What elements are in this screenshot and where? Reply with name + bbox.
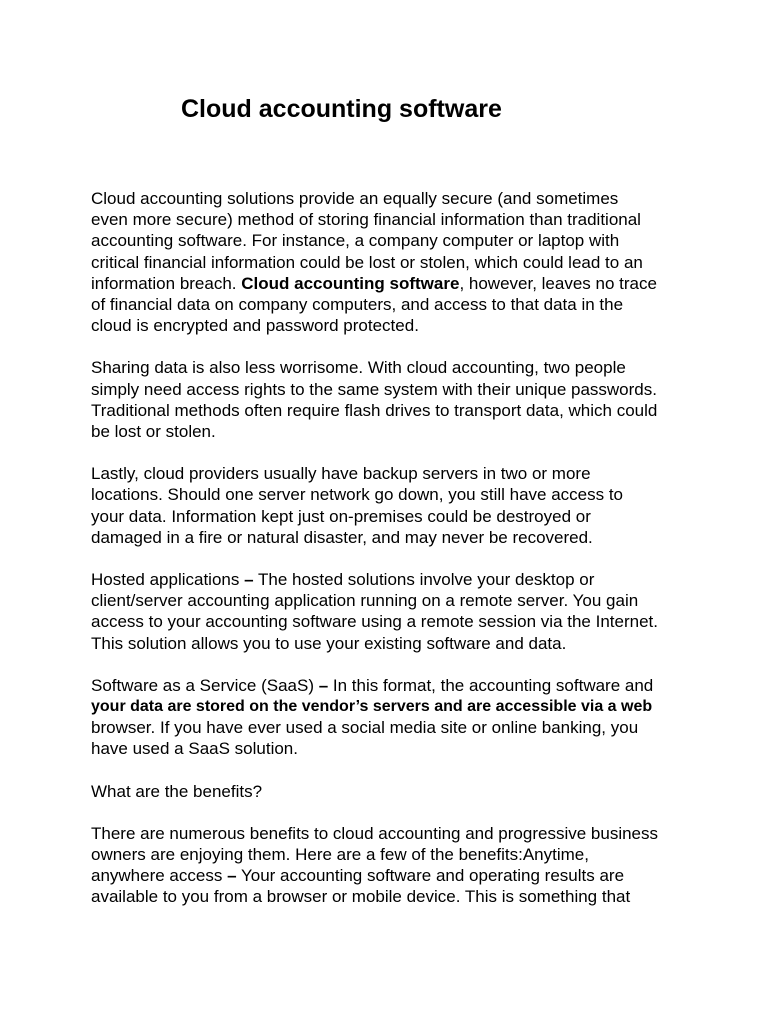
document-body — [91, 188, 691, 929]
text-line — [91, 273, 691, 294]
dash-separator: – — [318, 675, 329, 695]
text-line: client/server accounting application running on a remote server. You gain — [91, 591, 639, 611]
text-line — [91, 675, 691, 696]
text-line: This solution allows you to use your existing software and data. — [91, 633, 567, 653]
text-line: simply need access rights to the same system with their unique passwords. — [91, 379, 657, 399]
text-line: accounting software. For instance, a company computer or laptop with — [91, 231, 620, 251]
text-line: of financial data on company computers, and access to that data in the — [91, 295, 624, 315]
text-run: information breach. — [91, 273, 242, 293]
text-line: critical financial information could be lost or stolen, which could lead to an — [91, 252, 643, 272]
bold-keyword: Cloud accounting software — [241, 273, 460, 293]
text-line: Traditional methods often require flash drives to transport data, which could — [91, 400, 658, 420]
text-run: Hosted applications — [91, 570, 245, 590]
text-run: Your accounting software and operating results are — [236, 866, 625, 886]
paragraph-benefits-question — [91, 781, 691, 802]
text-line: your data. Information kept just on-premises could be destroyed or — [91, 506, 591, 526]
paragraph-security — [91, 188, 691, 336]
paragraph-sharing — [91, 357, 691, 442]
text-run: In this format, the accounting software and — [328, 675, 654, 695]
text-line — [91, 569, 691, 590]
text-line: cloud is encrypted and password protected. — [91, 316, 419, 336]
text-line: damaged in a fire or natural disaster, and may never be recovered. — [91, 527, 593, 547]
text-line — [91, 865, 691, 886]
text-run: anywhere access — [91, 866, 228, 886]
text-line: locations. Should one server network go down, you still have access to — [91, 485, 624, 505]
paragraph-backup — [91, 463, 691, 548]
text-line: There are numerous benefits to cloud accounting and progressive business — [91, 823, 659, 843]
paragraph-hosted-applications — [91, 569, 691, 654]
text-line-bold: your data are stored on the vendor’s servers and are accessible via a web — [91, 698, 653, 716]
text-line: owners are enjoying them. Here are a few of the benefits:Anytime, — [91, 845, 589, 865]
text-line: Cloud accounting solutions provide an equally secure (and sometimes — [91, 189, 619, 208]
page-title: Cloud accounting software — [181, 95, 502, 123]
text-run: The hosted solutions involve your desktop or — [253, 570, 595, 590]
dash-separator: – — [244, 570, 254, 590]
text-line: access to your accounting software using a remote session via the Internet. — [91, 612, 658, 632]
text-line: available to you from a browser or mobile device. This is something that — [91, 887, 631, 907]
text-line: Sharing data is also less worrisome. With cloud accounting, two people — [91, 358, 626, 378]
text-line: What are the benefits? — [91, 781, 263, 801]
text-line: have used a SaaS solution. — [91, 739, 298, 759]
text-run: Software as a Service (SaaS) — [91, 675, 319, 695]
text-line: browser. If you have ever used a social media site or online banking, you — [91, 718, 639, 738]
text-line: Lastly, cloud providers usually have backup servers in two or more — [91, 464, 591, 484]
dash-separator: – — [227, 866, 237, 886]
text-line: be lost or stolen. — [91, 422, 216, 442]
text-line: even more secure) method of storing financial information than traditional — [91, 210, 641, 230]
paragraph-saas — [91, 675, 691, 760]
paragraph-benefits — [91, 823, 691, 908]
text-run: , however, leaves no trace — [459, 273, 657, 293]
